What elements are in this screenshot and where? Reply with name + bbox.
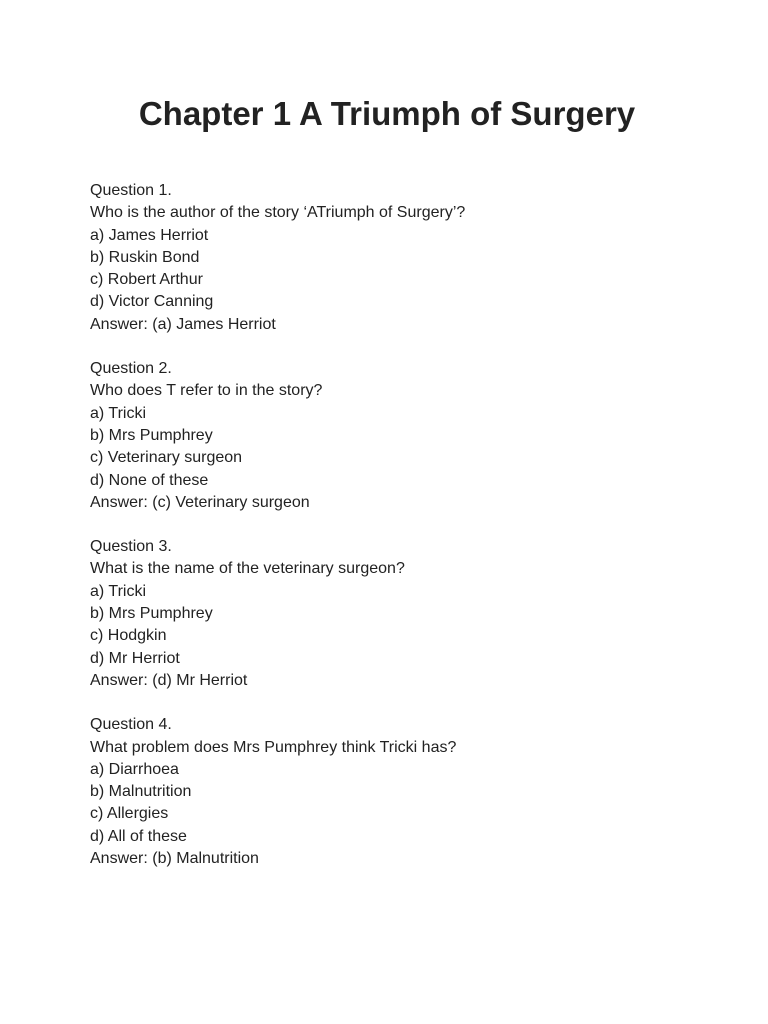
question-2 (90, 358, 730, 514)
option-b: b) Mrs Pumphrey (90, 605, 213, 623)
option-b: b) Malnutrition (90, 783, 192, 801)
question-3 (90, 536, 730, 692)
question-label: Question 3. (90, 538, 172, 556)
option-d: d) None of these (90, 471, 209, 489)
option-b: b) Mrs Pumphrey (90, 426, 213, 444)
question-text: Who does T refer to in the story? (90, 382, 323, 400)
option-d: d) Mr Herriot (90, 649, 180, 667)
question-text: What is the name of the veterinary surgeon? (90, 560, 405, 578)
answer: Answer: (b) Malnutrition (90, 850, 259, 868)
option-c: c) Allergies (90, 805, 169, 823)
option-d: d) All of these (90, 827, 187, 845)
question-text: What problem does Mrs Pumphrey think Tricki has? (90, 738, 457, 756)
option-a: a) Diarrhoea (90, 760, 179, 778)
question-list (90, 180, 730, 892)
question-label: Question 2. (90, 360, 172, 378)
question-label: Question 1. (90, 182, 172, 199)
question-4 (90, 714, 730, 870)
answer: Answer: (d) Mr Herriot (90, 671, 248, 689)
answer: Answer: (c) Veterinary surgeon (90, 493, 310, 511)
option-a: a) Tricki (90, 404, 146, 422)
answer: Answer: (a) James Herriot (90, 315, 276, 333)
option-c: c) Hodgkin (90, 627, 167, 645)
option-b: b) Ruskin Bond (90, 248, 200, 266)
option-a: a) James Herriot (90, 226, 209, 244)
question-1 (90, 180, 730, 336)
option-c: c) Veterinary surgeon (90, 449, 243, 467)
question-label: Question 4. (90, 716, 172, 734)
page-title: Chapter 1 A Triumph of Surgery (138, 95, 636, 132)
option-c: c) Robert Arthur (90, 271, 203, 289)
question-text: Who is the author of the story ‘ATriumph of Surgery’? (90, 204, 466, 222)
option-a: a) Tricki (90, 582, 146, 600)
option-d: d) Victor Canning (90, 293, 214, 311)
